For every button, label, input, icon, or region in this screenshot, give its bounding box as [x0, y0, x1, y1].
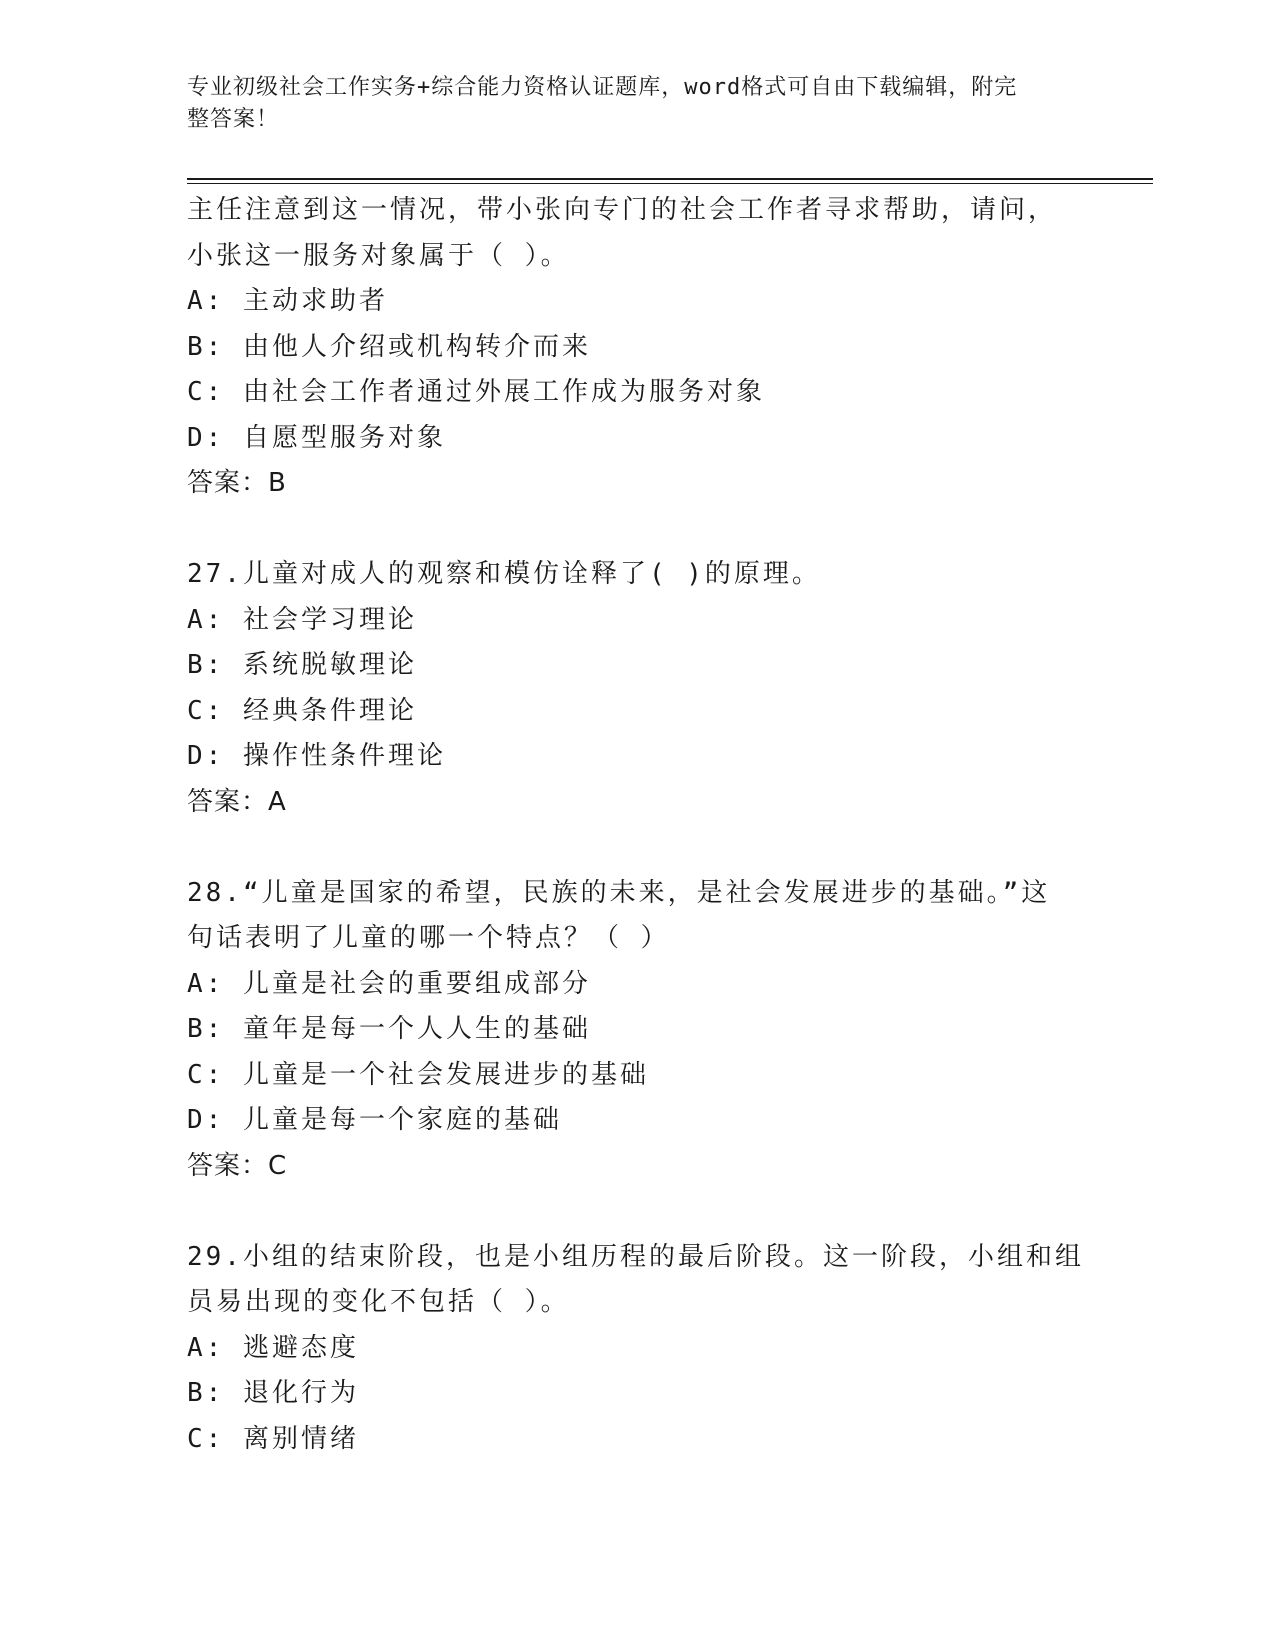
- header-divider: [187, 178, 1153, 184]
- option-a: A: 主动求助者: [187, 286, 388, 316]
- question-stem-line: 29.小组的结束阶段，也是小组历程的最后阶段。这一阶段，小组和组: [187, 1241, 1084, 1272]
- question-stem-line: 28.“儿童是国家的希望，民族的未来，是社会发展进步的基础。”这: [187, 877, 1051, 908]
- header-title-line2: 整答案！: [187, 107, 280, 132]
- answer-line: 答案：B: [187, 468, 287, 498]
- document-header: [187, 72, 1087, 136]
- option-a: A: 逃避态度: [187, 1332, 359, 1363]
- answer-line: 答案：A: [187, 786, 287, 817]
- question-block: [187, 1235, 1087, 1463]
- spacer: [187, 507, 1087, 553]
- question-stem-line: 主任注意到这一情况，带小张向专门的社会工作者寻求帮助，请问，: [187, 195, 1058, 225]
- option-a: A: 儿童是社会的重要组成部分: [187, 968, 591, 999]
- option-c: C: 经典条件理论: [187, 695, 417, 726]
- option-c: C: 离别情绪: [187, 1423, 359, 1454]
- question-block: [187, 552, 1087, 825]
- option-c: C: 由社会工作者通过外展工作成为服务对象: [187, 377, 765, 407]
- spacer: [187, 825, 1087, 871]
- spacer: [187, 1189, 1087, 1235]
- option-d: D: 操作性条件理论: [187, 741, 446, 771]
- answer-line: 答案：C: [187, 1150, 288, 1181]
- question-block: [187, 188, 1087, 507]
- header-title-line1: 专业初级社会工作实务+综合能力资格认证题库，word格式可自由下载编辑，附完: [187, 75, 1018, 100]
- question-list: [187, 188, 1087, 1462]
- option-b: B: 退化行为: [187, 1378, 359, 1408]
- option-d: D: 儿童是每一个家庭的基础: [187, 1105, 562, 1135]
- question-stem-line: 27.儿童对成人的观察和模仿诠释了( )的原理。: [187, 559, 821, 589]
- question-stem-line: 员易出现的变化不包括（ ）。: [187, 1287, 570, 1317]
- option-d: D: 自愿型服务对象: [187, 422, 446, 453]
- question-block: [187, 871, 1087, 1190]
- option-b: B: 由他人介绍或机构转介而来: [187, 331, 591, 362]
- question-stem-line: 小张这一服务对象属于（ ）。: [187, 240, 570, 271]
- option-b: B: 系统脱敏理论: [187, 650, 417, 680]
- option-b: B: 童年是每一个人人生的基础: [187, 1014, 591, 1044]
- option-a: A: 社会学习理论: [187, 604, 417, 635]
- option-c: C: 儿童是一个社会发展进步的基础: [187, 1059, 649, 1090]
- question-stem-line: 句话表明了儿童的哪一个特点？（ ）: [187, 923, 670, 953]
